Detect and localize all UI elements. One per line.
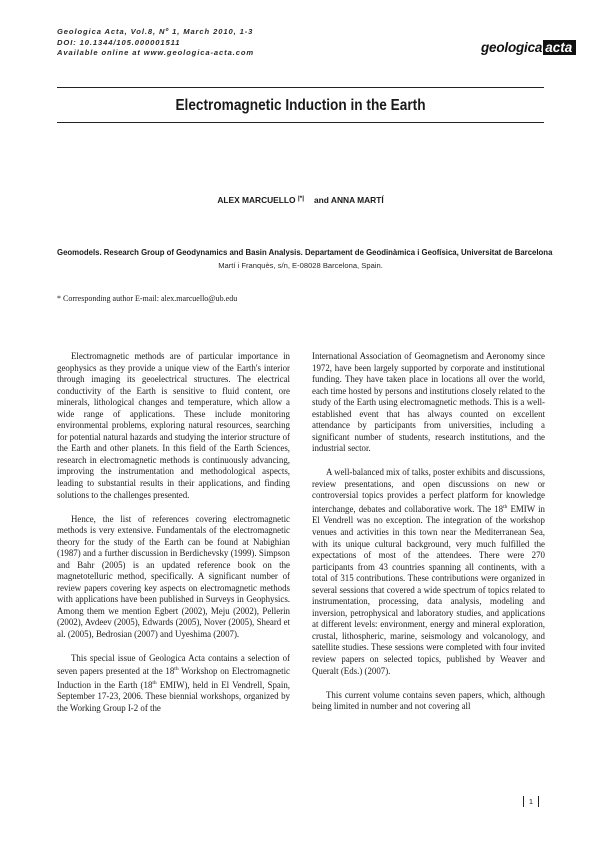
- online-availability: Available online at www.geologica-acta.com: [57, 48, 255, 57]
- paragraph-3-part-b: Workshop on Electromagnetic Induction in the Earth (18: [57, 666, 290, 690]
- logo-text-plain: geologica: [481, 40, 543, 55]
- paragraph-6: This current volume contains seven papers, which, although being limited in number and not covering all: [312, 689, 545, 712]
- corresponding-author: * Corresponding author E-mail: alex.marcuello@ub.edu: [57, 294, 238, 303]
- author-line: [57, 193, 544, 206]
- title-rule-top: [57, 87, 544, 88]
- paragraph-3-part-c: EMIW), held in El Vendrell, Spain, September 17-23, 2006. These biennial workshops, organized by the Working Group I-2 of the: [57, 679, 290, 714]
- paragraph-5-part-a: A well-balanced mix of talks, poster exhibits and discussions, review presentations, and open discussions on new or controversial topics provides a perfect platform for knowledge interchange, debates and collaborative work. The 18: [312, 467, 545, 514]
- page-number: 1: [528, 797, 534, 806]
- body-column-right: [312, 351, 545, 725]
- paragraph-2: Hence, the list of references covering electromagnetic methods is very extensive. Fundamentals of the electromagnetic theory for the study of the Earth can be found at Nabighian (1987) and a further discussion in Berdichevsky (1999). Simpson and Bahr (2005) is an updated reference book on the magnetotelluric method, specifically. A significant number of review papers covering key aspects on electromagnetic methods with applications have been published in Surveys in Geophysics. Among them we mention Egbert (2002), Meju (2002), Pellerin (2002), Avdeev (2005), Edwards (2005), Nover (2005), Sheard et al. (2005), Bedrosian (2007) and Uyeshima (2007).: [57, 513, 290, 639]
- doi-line: DOI: 10.1344/105.000001511: [57, 37, 181, 47]
- article-title: Electromagnetic Induction in the Earth: [175, 97, 426, 114]
- page-number-bar-left: [523, 796, 524, 807]
- journal-citation: Geologica Acta, Vol.8, Nº 1, March 2010, 1-3: [57, 27, 254, 36]
- paragraph-4: International Association of Geomagnetism and Aeronomy since 1972, have been largely supported by corporate and institutional funding. They have taken place in locations all over the world, each time hosted by persons and institutions closely related to the study of the Earth using electromagnetic methods. This is a well-established event that has always counted on excellent attendance by participants from universities, including a significant number of students, research institutions, and the industrial sector.: [312, 351, 545, 454]
- page-number-bar-right: [538, 796, 539, 807]
- title-rule-bottom: [57, 122, 544, 123]
- ordinal-suffix: th: [503, 503, 508, 510]
- ordinal-suffix: th: [174, 666, 179, 673]
- affiliation-address: Martí i Franquès, s/n, E-08028 Barcelona, Spain.: [218, 261, 383, 270]
- paragraph-3: [57, 653, 290, 715]
- journal-citation-block: [57, 27, 254, 59]
- author-2: and ANNA MARTÍ: [314, 195, 384, 205]
- paragraph-1: Electromagnetic methods are of particular importance in geophysics as they provide a unique view of the Earth's interior through imaging its geoelectrical structures. The electrical conductivity of the Earth is sensitive to fluid content, ore minerals, lithological changes and temperature, which allow a wide range of applications. These include monitoring environmental problems, exploring natural resources, searching for potential natural hazards and studying the interior structure of the Earth and other planets. In this field of the Earth Sciences, research in electromagnetic methods is continuously advancing, improving the instrumentation and methodological aspects, leading to substantial results in their applications, and finding solutions to the challenges presented.: [57, 351, 290, 500]
- body-column-left: [57, 351, 290, 727]
- author-1: ALEX MARCUELLO: [217, 195, 296, 205]
- paragraph-5-part-b: EMIW in El Vendrell was no exception. The integration of the workshop venues and activities in this town near the Mediterranean Sea, with its unique cultural background, very much fulfilled the expectations of most of the attendees. There were 270 participants from 43 countries spanning all continents, with a total of 315 contributions. These contributions were organized in several sessions that covered a wide spectrum of topics related to instrumentation, processing, data analysis, modeling and inversion, petrophysical and laboratory studies, and applications at different levels: environment, energy and mineral exploration, crustal, lithospheric, marine, seismology and volcanology, and satellite studies. These sessions were completed with four invited review papers on selected topics, published by Weaver and Queralt (Eds.) (2007).: [312, 503, 545, 676]
- paragraph-3-part-a: This special issue of Geologica Acta contains a selection of seven papers presented at the 18: [57, 652, 290, 677]
- journal-logo: [481, 40, 576, 56]
- affiliation: Geomodels. Research Group of Geodynamics and Basin Analysis. Departament de Geodinàmica i Geofísica, Universitat de Barcelona: [57, 248, 553, 257]
- logo-text-boxed: acta: [543, 40, 576, 55]
- corresponding-mark: |*|: [297, 195, 305, 202]
- paragraph-5: [312, 467, 545, 677]
- page-number-box: [521, 796, 541, 807]
- ordinal-suffix: th: [152, 679, 157, 686]
